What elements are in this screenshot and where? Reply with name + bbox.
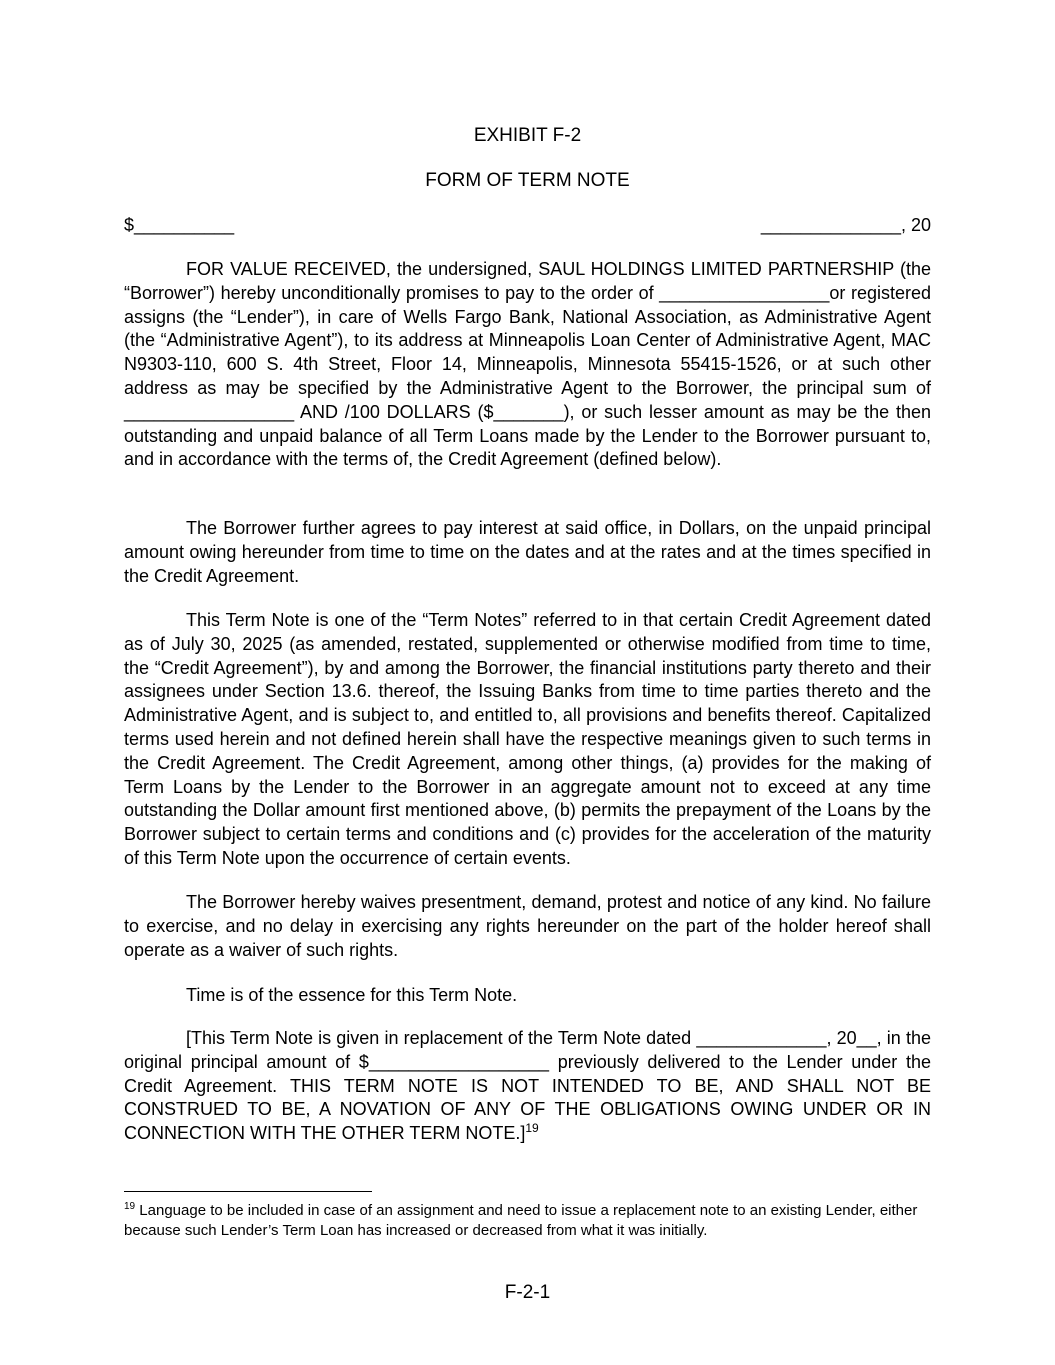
- paragraph-replacement: [124, 1027, 931, 1146]
- replacement-text: [This Term Note is given in replacement of the Term Note dated _____________, 20__, in the original principal amount of $__________________ previously delivered to the Lender under the Credit Agreement. THIS TERM NOTE IS NOT INTENDED TO BE, AND SHALL NOT BE CONSTRUED TO BE, A NOVATION OF ANY OF THE OBLIGATIONS OWING UNDER OR IN CONNECTION WITH THE OTHER TERM NOTE.]: [124, 1028, 931, 1144]
- footnote: [124, 1201, 931, 1241]
- paragraph-promise-to-pay: FOR VALUE RECEIVED, the undersigned, SAUL HOLDINGS LIMITED PARTNERSHIP (the “Borrower”) hereby unconditionally promises to pay to the order of _________________or registered assigns (the “Lender”), in care of Wells Fargo Bank, National Association, as Administrative Agent (the “Administrative Agent”), to its address at Minneapolis Loan Center of Administrative Agent, MAC N9303-110, 600 S. 4th Street, Floor 14, Minneapolis, Minnesota 55415-1526, or at such other address as may be specified by the Administrative Agent to the Borrower, the principal sum of _________________ AND /100 DOLLARS ($_______), or such lesser amount as may be the then outstanding and unpaid balance of all Term Loans made by the Lender to the Borrower pursuant to, and in accordance with the terms of, the Credit Agreement (defined below).: [124, 259, 931, 470]
- paragraph-waiver: The Borrower hereby waives presentment, demand, protest and notice of any kind. No failure to exercise, and no delay in exercising any rights hereunder on the part of the holder hereof shall operate as a waiver of such rights.: [124, 892, 931, 960]
- footnote-number: 19: [124, 1201, 136, 1212]
- date-blank: ______________, 20: [760, 215, 931, 235]
- exhibit-title: EXHIBIT F-2: [473, 125, 582, 146]
- paragraph-interest: The Borrower further agrees to pay interest at said office, in Dollars, on the unpaid principal amount owing hereunder from time to time on the dates and at the rates and at the times specified in the Credit Agreement.: [124, 518, 931, 586]
- footnote-reference: 19: [525, 1121, 539, 1136]
- amount-blank: $__________: [124, 215, 235, 235]
- footnote-text: Language to be included in case of an assignment and need to issue a replacement note to an existing Lender, either because such Lender’s Term Loan has increased or decreased from what it was initially.: [124, 1202, 918, 1239]
- paragraph-credit-agreement: This Term Note is one of the “Term Notes” referred to in that certain Credit Agreement dated as of July 30, 2025 (as amended, restated, supplemented or otherwise modified from time to time, the “Credit Agreement”), by and among the Borrower, the financial institutions party thereto and their assignees under Section 13.6. thereof, the Issuing Banks from time to time parties thereto and the Administrative Agent, and is subject to, and entitled to, all provisions and benefits thereof. Capitalized terms used herein and not defined herein shall have the respective meanings given to such terms in the Credit Agreement. The Credit Agreement, among other things, (a) provides for the making of Term Loans by the Lender to the Borrower in an aggregate amount not to exceed at any time outstanding the Dollar amount first mentioned above, (b) permits the prepayment of the Loans by the Borrower subject to certain terms and conditions and (c) provides for the acceleration of the maturity of this Term Note upon the occurrence of certain events.: [124, 610, 931, 868]
- page-number: F-2-1: [504, 1282, 551, 1303]
- footnote-divider: [124, 1191, 372, 1192]
- paragraph-time-of-essence: Time is of the essence for this Term Note.: [186, 985, 518, 1005]
- form-title: FORM OF TERM NOTE: [425, 170, 630, 191]
